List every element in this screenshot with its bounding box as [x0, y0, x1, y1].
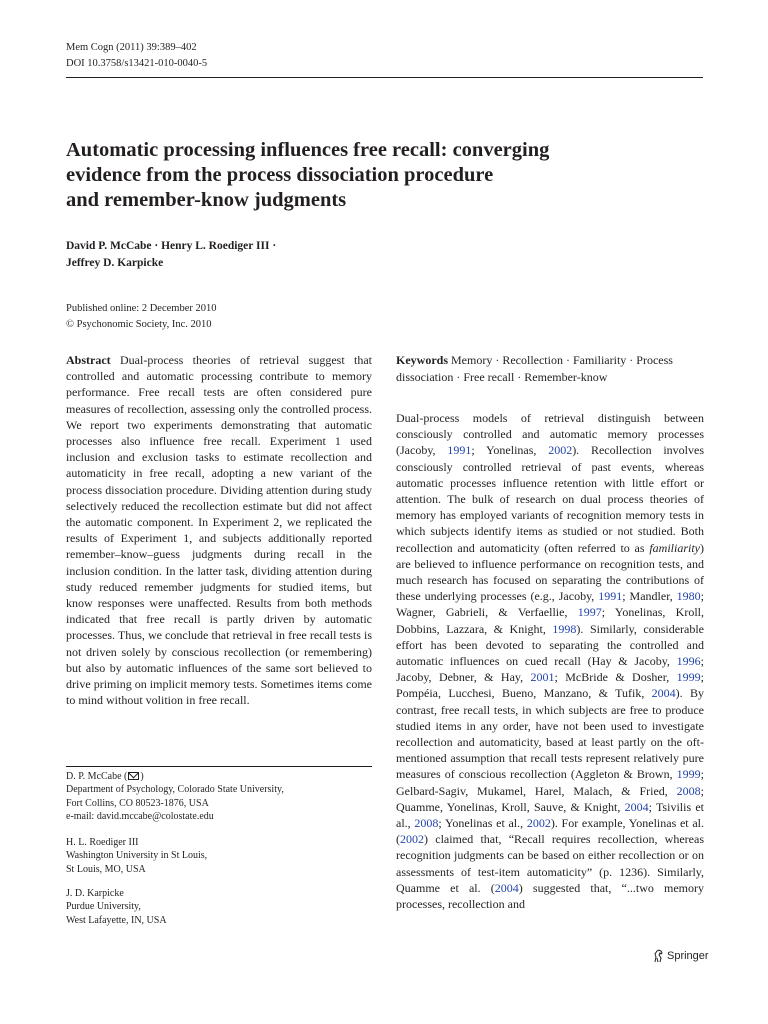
published-date: Published online: 2 December 2010: [66, 303, 217, 314]
intro-text: ; Tsivilis et al.,: [396, 799, 704, 831]
copyright-notice: © Psychonomic Society, Inc. 2010: [66, 319, 212, 330]
intro-text: ). For example, Yonelinas et al. (: [396, 816, 704, 847]
intro-text: Dual-process models of retrieval distinguish between consciously controlled and automatic memory processes (Jacoby,: [396, 411, 704, 458]
keywords-label: Keywords: [396, 353, 448, 367]
intro-text: ). By contrast, free recall tests, in which subjects are free to produce studied items in any order, have not been used to investigate recollection and automaticity, based at least partly on the oft-mentioned assumption that recall tests represent relatively pure measures of conscious recollection (Aggleton & Brown,: [396, 686, 705, 782]
intro-text: ). Recollection involves consciously controlled retrieval of past events, whereas automatic processes influence retention with little effort or attention. The bulk of research on dual process theories of memory has employed variants of recognition memory tests in which subjects identify items as studied or not studied. Both recollection and automaticity (often referred to as: [396, 443, 705, 555]
intro-text: ; Yonelinas,: [471, 443, 549, 458]
affiliation-karpicke: [66, 887, 167, 927]
journal-citation: Mem Cogn (2011) 39:389–402: [66, 42, 197, 53]
affiliation-institution: Washington University in St Louis,: [66, 850, 208, 862]
affiliation-address: Fort Collins, CO 80523-1876, USA: [66, 797, 209, 809]
author-list: [66, 238, 276, 272]
authors-line-2: Jeffrey D. Karpicke: [66, 257, 164, 269]
intro-text: ; Wagner, Gabrieli, & Verfaellie,: [396, 589, 704, 620]
intro-emphasis: familiarity: [649, 540, 700, 555]
citation-link[interactable]: 2001: [530, 670, 555, 685]
intro-text: ). Similarly, considerable effort has been devoted to separating the controlled and automatic influences on cued recall (Hay & Jacoby,: [396, 621, 705, 669]
affiliation-mccabe: [66, 770, 284, 824]
affiliation-name: J. D. Karpicke: [66, 888, 124, 899]
abstract-label: Abstract: [66, 353, 111, 367]
citation-link[interactable]: 1998: [552, 621, 577, 636]
citation-link[interactable]: 1980: [676, 589, 701, 604]
intro-text: ) claimed that, “Recall requires recollection, whereas recognition judgments can be based on either recollection or on assessments of test-item automaticity” (p. 1236). Similarly, Quamme et al. (: [396, 832, 704, 895]
affiliation-rule: [66, 766, 372, 767]
publisher-name: Springer: [667, 950, 709, 962]
intro-text: ) suggested that, “...two memory processes, recollection and: [396, 880, 704, 912]
introduction-text: [396, 410, 704, 912]
title-line-2: evidence from the process dissociation procedure: [66, 164, 494, 186]
publication-info: [66, 301, 216, 333]
citation-link[interactable]: 1991: [598, 589, 623, 604]
citation-link[interactable]: 2002: [548, 443, 573, 458]
affiliation-address: St Louis, MO, USA: [66, 863, 146, 875]
abstract-text: Dual-process theories of retrieval suggest that controlled and automatic processing contribute to memory performance. Free recall tests are often considered pure measures of recollection, assessing only the controlled process. We report two experiments demonstrating that automatic processes also influence free recall. Experiment 1 used inclusion and exclusion tasks to estimate recollection and automaticity in free recall, adopting a new variant of the process dissociation procedure. Dividing attention during study selectively reduced the recollection estimate but did not affect the automatic component. In Experiment 2, we replicated the results of Experiment 1, and subjects additionally reported remember–know–guess judgments during recall in the inclusion condition. In the latter task, dividing attention during study reduced remember judgments for studied items, but know responses were unaffected. Results from both methods indicated that free recall is partly driven by automatic processes. Thus, we conclude that retrieval in free recall tests is not driven solely by conscious recollection (or remembering) but also by automatic influences of the same sort believed to drive priming on implicit memory tests. Sometimes items come to mind without volition in free recall.: [66, 353, 373, 708]
intro-text: ; Jacoby, Debner, & Hay,: [396, 654, 704, 685]
affiliation-roediger: [66, 836, 207, 876]
abstract: [66, 352, 372, 708]
intro-text: ; McBride & Dosher,: [554, 670, 677, 685]
citation-link[interactable]: 1997: [577, 605, 602, 620]
citation-link[interactable]: 1999: [676, 767, 701, 782]
publisher-logo: [653, 949, 709, 963]
citation-link[interactable]: 2002: [526, 816, 551, 831]
citation-link[interactable]: 2002: [400, 832, 424, 847]
intro-text: ; Yonelinas et al.,: [438, 816, 527, 831]
intro-text: ; Pompéia, Lucchesi, Bueno, Manzano, & Tufik,: [396, 670, 704, 701]
citation-link[interactable]: 2008: [676, 783, 701, 798]
intro-text: ; Quamme, Yonelinas, Kroll, Sauve, & Knight,: [396, 783, 704, 814]
intro-text: ; Yonelinas, Kroll, Dobbins, Lazzara, & Knight,: [396, 605, 704, 636]
affiliation-email[interactable]: e-mail: david.mccabe@colostate.edu: [66, 811, 214, 823]
citation-link[interactable]: 2004: [494, 880, 519, 895]
affiliation-name: D. P. McCabe ( ): [66, 771, 144, 782]
citation-link[interactable]: 2008: [414, 816, 439, 831]
citation-link[interactable]: 1991: [447, 443, 472, 458]
keywords-list: Memory · Recollection · Familiarity · Process dissociation · Free recall · Remember-know: [396, 353, 673, 384]
title-line-3: and remember-know judgments: [66, 189, 347, 211]
article-title: [66, 138, 666, 213]
citation-link[interactable]: 1996: [676, 654, 701, 669]
springer-horse-icon: [653, 949, 664, 963]
intro-text: ) are believed to influence performance on recognition tests, and much research has focused on separating the contributions of these underlying processes (e.g., Jacoby,: [396, 540, 704, 604]
citation-link[interactable]: 2004: [624, 799, 649, 814]
header-rule: [66, 77, 703, 78]
intro-text: ; Gelbard-Sagiv, Mukamel, Harel, Malach, & Fried,: [396, 767, 704, 798]
doi[interactable]: DOI 10.3758/s13421-010-0040-5: [66, 58, 208, 69]
citation-link[interactable]: 1999: [676, 670, 701, 685]
envelope-icon[interactable]: [128, 772, 139, 780]
authors-line-1: David P. McCabe · Henry L. Roediger III ·: [66, 240, 277, 252]
affiliation-department: Department of Psychology, Colorado State University,: [66, 784, 284, 796]
affiliation-address: West Lafayette, IN, USA: [66, 914, 167, 926]
keywords: [396, 352, 704, 386]
intro-text: ; Mandler,: [622, 589, 677, 604]
title-line-1: Automatic processing influences free recall: converging: [66, 139, 550, 161]
journal-info: [66, 40, 207, 72]
affiliation-institution: Purdue University,: [66, 901, 141, 913]
affiliation-name: H. L. Roediger III: [66, 837, 139, 848]
citation-link[interactable]: 2004: [651, 686, 676, 701]
